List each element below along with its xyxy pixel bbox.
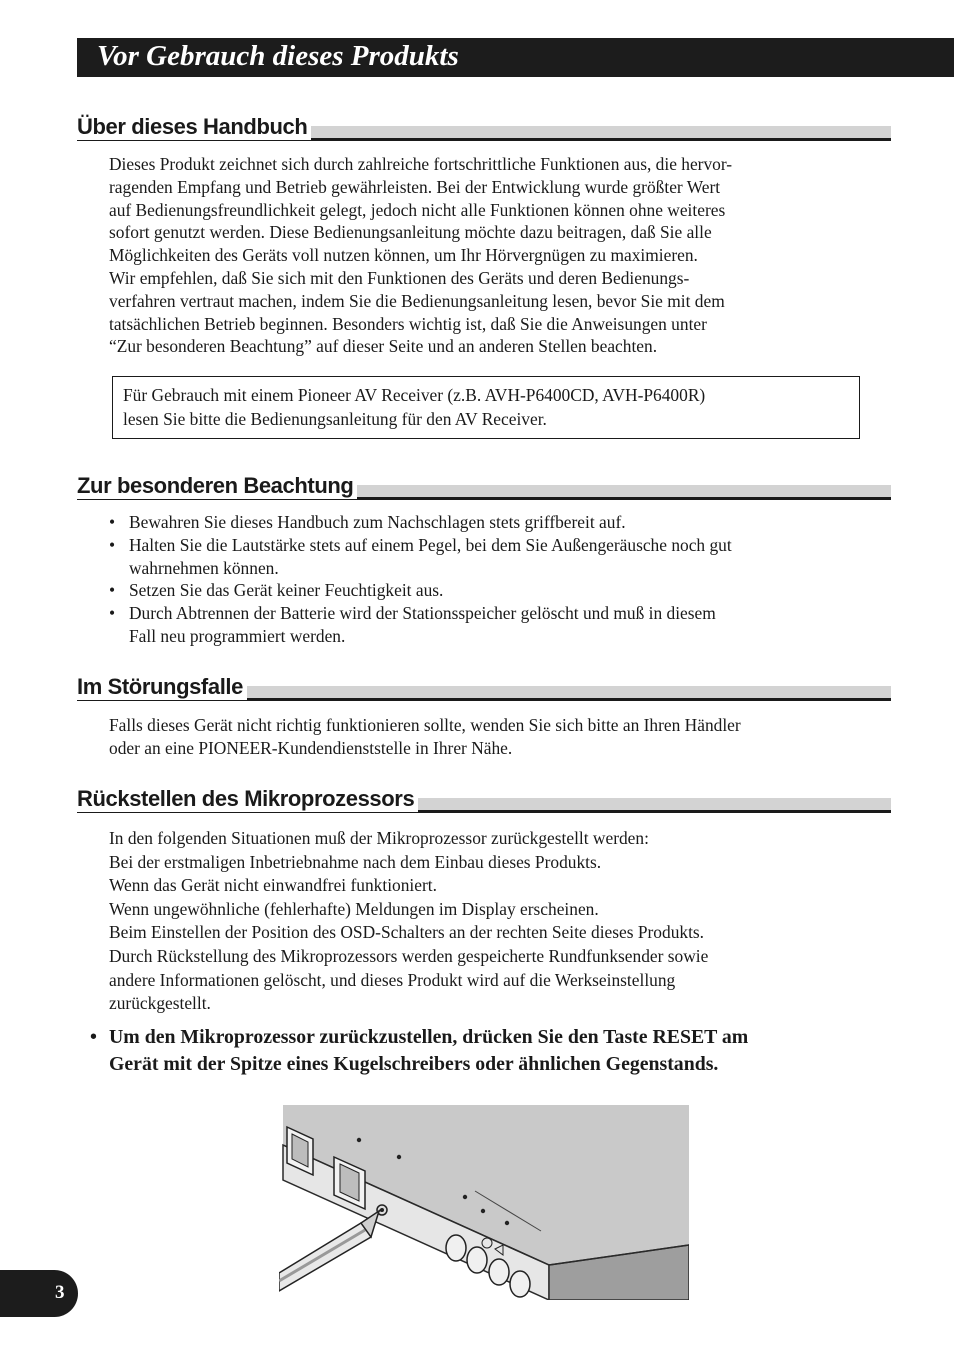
text-line: verfahren vertraut machen, indem Sie die Bedienungsanleitung lesen, bevor Sie mit dem: [109, 290, 725, 311]
section-title: Im Störungsfalle: [77, 674, 247, 700]
text-line: In den folgenden Situationen muß der Mikroprozessor zurückgestellt werden:: [109, 828, 649, 848]
text-line: Gerät mit der Spitze eines Kugelschreibers oder ähnlichen Gegenstands.: [109, 1052, 719, 1075]
note-line: Für Gebrauch mit einem Pioneer AV Receiver (z.B. AVH-P6400CD, AVH-P6400R): [123, 385, 706, 405]
bullet-dot: •: [90, 1026, 97, 1048]
chapter-title: Vor Gebrauch dieses Produkts: [97, 40, 459, 72]
chapter-title-bar: [77, 38, 954, 77]
list-item: [109, 534, 869, 580]
jack-icon: [510, 1271, 530, 1297]
section-title: Zur besonderen Beachtung: [77, 473, 357, 499]
reset-button-illustration: [279, 1105, 689, 1300]
page-number: 3: [55, 1282, 65, 1303]
section-title: Rückstellen des Mikroprozessors: [77, 786, 418, 812]
text-line: Dieses Produkt zeichnet sich durch zahlreiche fortschrittliche Funktionen aus, die hervor-: [109, 154, 733, 174]
text-line: auf Bedienungsfreundlichkeit gelegt, jedoch nicht alle Funktionen können ohne weiteres: [109, 199, 726, 220]
list-item: [109, 602, 869, 648]
text-line: Möglichkeiten des Geräts voll nutzen können, um Ihr Hörvergnügen zu maximieren.: [109, 245, 698, 266]
section-heading-handbuch: [77, 114, 891, 147]
bullet-dot: •: [109, 580, 116, 601]
intro-paragraph: [109, 153, 869, 358]
text-line: Beim Einstellen der Position des OSD-Schalters an der rechten Seite dieses Produkts.: [109, 922, 705, 943]
section-heading-stoerungsfalle: [77, 674, 891, 707]
text-line: Durch Rückstellung des Mikroprozessors werden gespeicherte Rundfunksender sowie: [109, 945, 709, 966]
list-item: [109, 579, 869, 602]
text-line: Wenn das Gerät nicht einwandfrei funktioniert.: [109, 875, 437, 896]
section-heading-beachtung: [77, 473, 891, 506]
text-line: andere Informationen gelöscht, und dieses Produkt wird auf die Werkseinstellung: [109, 969, 676, 990]
text-line: tatsächlichen Betrieb beginnen. Besonders wichtig ist, daß Sie die Anweisungen unter: [109, 313, 707, 334]
jack-icon: [489, 1259, 509, 1285]
service-paragraph: [109, 714, 869, 760]
reset-paragraph: [109, 827, 869, 1016]
text-line: zurückgestellt.: [109, 993, 211, 1014]
reset-instruction: [90, 1024, 880, 1077]
text-line: sofort genutzt werden. Diese Bedienungsanleitung möchte dazu beitragen, daß Sie alle: [109, 222, 712, 243]
text-line: Wir empfehlen, daß Sie sich mit den Funktionen des Geräts und deren Bedienungs-: [109, 267, 690, 288]
jack-icon: [446, 1235, 466, 1261]
text-line: “Zur besonderen Beachtung” auf dieser Seite und an anderen Stellen beachten.: [109, 336, 658, 357]
bullet-dot: •: [109, 603, 116, 624]
page-number-tab: [0, 1270, 78, 1317]
text-line: Falls dieses Gerät nicht richtig funktionieren sollte, wenden Sie sich bitte an Ihren Händler: [109, 715, 741, 735]
text-line: Wenn ungewöhnliche (fehlerhafte) Meldungen im Display erscheinen.: [109, 898, 599, 919]
text-line: Bei der erstmaligen Inbetriebnahme nach dem Einbau dieses Produkts.: [109, 851, 602, 872]
text-line: Fall neu programmiert werden.: [129, 625, 346, 646]
list-item: [109, 511, 869, 534]
instruction-text: [109, 1024, 880, 1077]
text-line: oder an eine PIONEER-Kundendienststelle in Ihrer Nähe.: [109, 737, 513, 758]
bullet-dot: •: [109, 534, 116, 555]
bullet-dot: •: [109, 512, 116, 532]
text-line: Durch Abtrennen der Batterie wird der Stationsspeicher gelöscht und muß in diesem: [129, 603, 716, 624]
section-heading-mikroprozessor: [77, 786, 891, 819]
text-line: wahrnehmen können.: [129, 557, 279, 578]
jack-icon: [467, 1247, 487, 1273]
text-line: Setzen Sie das Gerät keiner Feuchtigkeit aus.: [129, 580, 444, 601]
caution-list: [109, 511, 869, 648]
text-line: Um den Mikroprozessor zurückzustellen, drücken Sie den Taste RESET am: [109, 1026, 749, 1048]
text-line: ragenden Empfang und Betrieb gewährleisten. Bei der Entwicklung wurde größter Wert: [109, 176, 721, 197]
text-line: Halten Sie die Lautstärke stets auf einem Pegel, bei dem Sie Außengeräusche noch gut: [129, 534, 732, 555]
note-line: lesen Sie bitte die Bedienungsanleitung für den AV Receiver.: [123, 408, 547, 429]
section-title: Über dieses Handbuch: [77, 114, 311, 140]
text-line: Bewahren Sie dieses Handbuch zum Nachschlagen stets griffbereit auf.: [129, 512, 626, 532]
av-receiver-note-box: [112, 376, 860, 439]
